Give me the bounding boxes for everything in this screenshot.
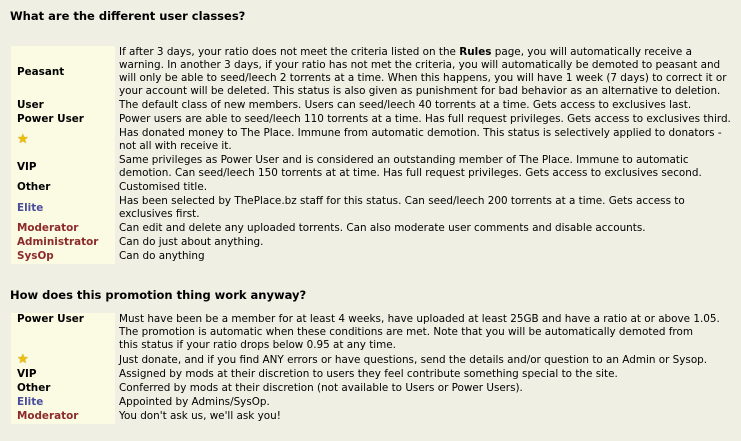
table-row [11, 236, 738, 250]
class-desc: Customised title. [115, 181, 738, 195]
class-elite: Elite [11, 195, 115, 222]
class-desc: Can do anything [115, 250, 738, 264]
class-sysop: SysOp [11, 250, 115, 264]
class-administrator: Administrator [11, 236, 115, 250]
table-row [11, 313, 738, 353]
promotion-table [11, 313, 738, 424]
table-row [11, 396, 738, 410]
class-donor [11, 127, 115, 154]
table-row [11, 353, 738, 368]
promotion-desc: Just donate, and if you find ANY errors or have questions, send the details and/or question to an Admin or Sysop. [115, 353, 738, 368]
promotion-desc: Conferred by mods at their discretion (not available to Users or Power Users). [115, 382, 738, 396]
star-icon: ★ [17, 352, 29, 367]
class-desc: Has donated money to The Place. Immune from automatic demotion. This status is selectively applied to donators - not all with receive it. [115, 127, 738, 154]
class-other: Other [11, 181, 115, 195]
class-desc: Has been selected by ThePlace.bz staff for this status. Can seed/leech 200 torrents at a time. Gets access to exclusives first. [115, 195, 738, 222]
table-row [11, 222, 738, 236]
class-other: Other [11, 382, 115, 396]
section1-title: What are the different user classes? [10, 9, 246, 23]
class-moderator: Moderator [11, 410, 115, 424]
table-row [11, 46, 738, 99]
class-moderator: Moderator [11, 222, 115, 236]
user-classes-table [11, 46, 738, 264]
class-desc: The default class of new members. Users can seed/leech 40 torrents at a time. Gets access to exclusives last. [115, 99, 738, 113]
table-row [11, 410, 738, 424]
table-row [11, 382, 738, 396]
table-row [11, 127, 738, 154]
table-row [11, 195, 738, 222]
table-row [11, 181, 738, 195]
class-donor [11, 353, 115, 368]
class-power-user: Power User [11, 313, 115, 353]
table-row [11, 250, 738, 264]
table-row [11, 368, 738, 382]
class-vip: VIP [11, 368, 115, 382]
section2-title: How does this promotion thing work anyway? [10, 288, 307, 302]
promotion-desc: Appointed by Admins/SysOp. [115, 396, 738, 410]
table-row [11, 154, 738, 181]
class-user: User [11, 99, 115, 113]
star-icon: ★ [17, 132, 29, 147]
promotion-desc: Assigned by mods at their discretion to users they feel contribute something special to the site. [115, 368, 738, 382]
class-power-user: Power User [11, 113, 115, 127]
promotion-desc: Must have been be a member for at least 4 weeks, have uploaded at least 25GB and have a ratio at or above 1.05. The promotion is automatic when these conditions are met. Note that you will be automatically demoted from this status if your ratio drops below 0.95 at any time. [115, 313, 738, 353]
rules-link[interactable]: Rules [459, 46, 492, 58]
class-desc: If after 3 days, your ratio does not meet the criteria listed on the Rules page, you will automatically receive a warning. In another 3 days, if your ratio has not met the criteria, you will automatically be demoted to peasant and will only be able to seed/leech 2 torrents at a time. When this happens, you will have 1 week (7 days) to correct it or your account will be deleted. This status is also given as punishment for bad behavior as an alternative to deletion. [115, 46, 738, 99]
class-elite: Elite [11, 396, 115, 410]
class-desc: Can do just about anything. [115, 236, 738, 250]
table-row [11, 99, 738, 113]
class-desc: Can edit and delete any uploaded torrents. Can also moderate user comments and disable accounts. [115, 222, 738, 236]
promotion-desc: You don't ask us, we'll ask you! [115, 410, 738, 424]
class-vip: VIP [11, 154, 115, 181]
class-desc: Same privileges as Power User and is considered an outstanding member of The Place. Immune to automatic demotion. Can seed/leech 150 torrents at at time. Has full request privileges. Gets access to exclusives second. [115, 154, 738, 181]
class-desc: Power users are able to seed/leech 110 torrents at a time. Has full request privileges. Gets access to exclusives third. [115, 113, 738, 127]
table-row [11, 113, 738, 127]
class-peasant: Peasant [11, 46, 115, 99]
